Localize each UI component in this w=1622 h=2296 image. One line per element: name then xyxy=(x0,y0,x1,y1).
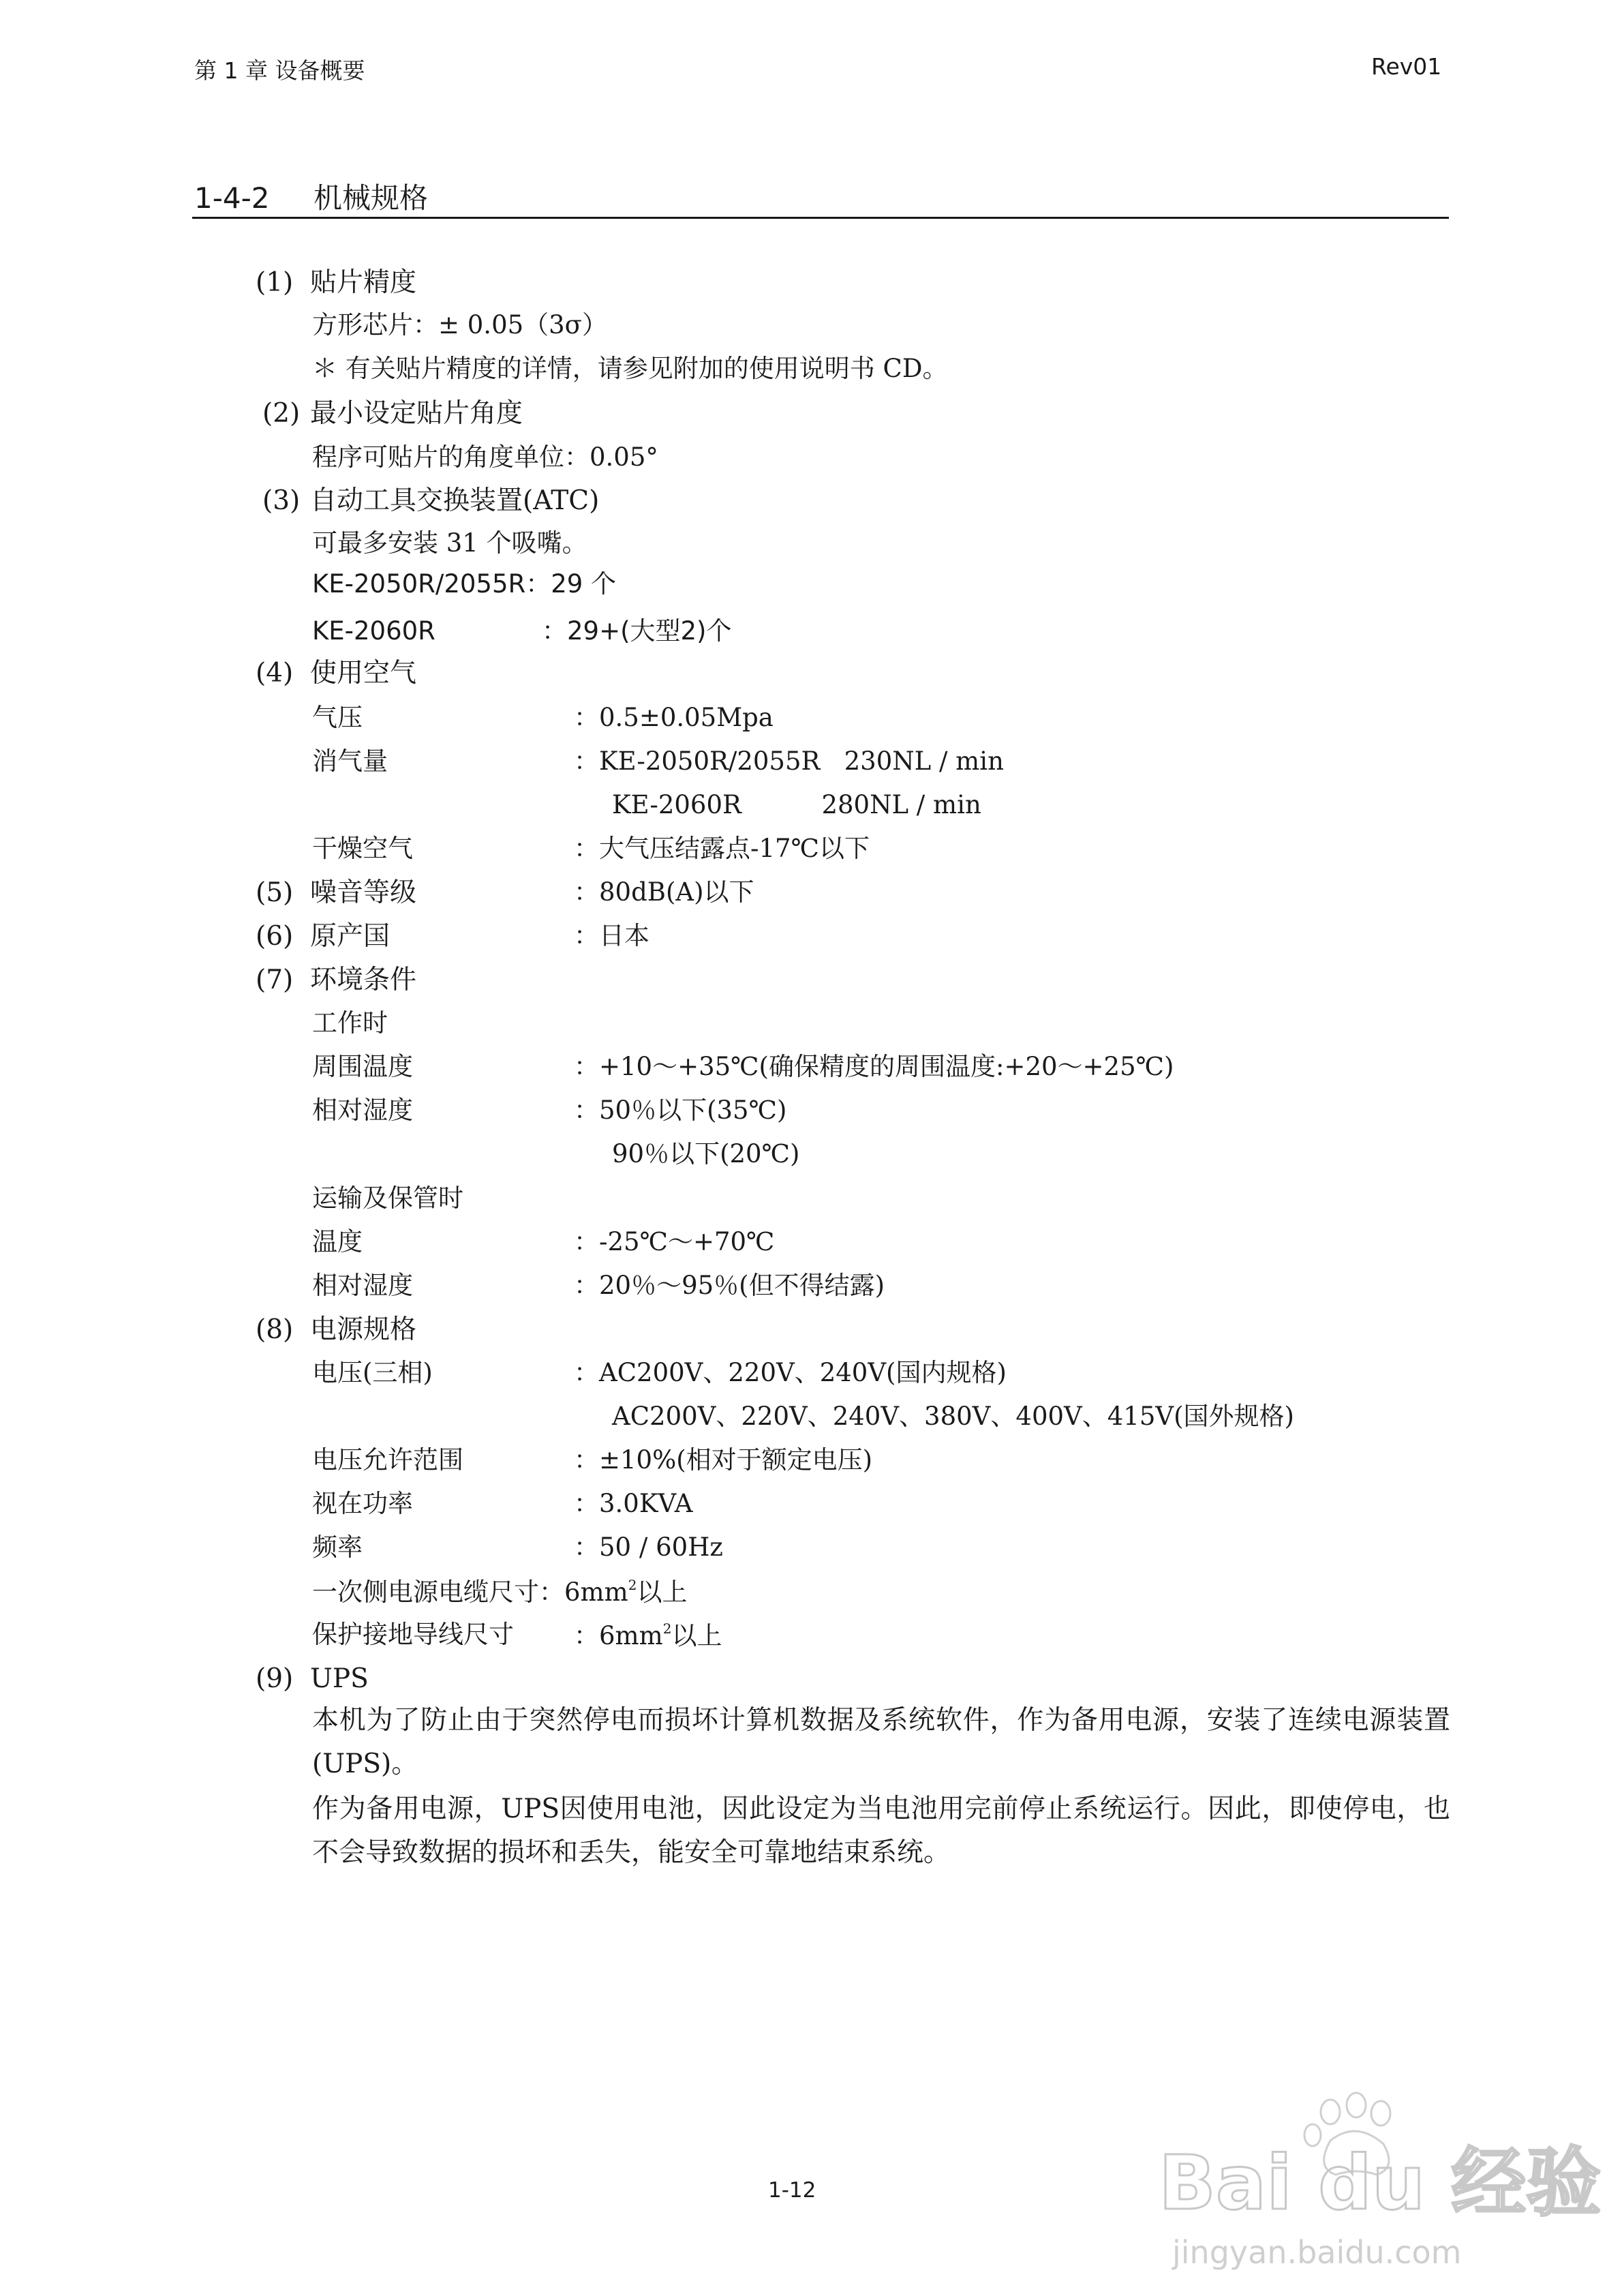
section-6-heading xyxy=(256,923,390,950)
ground-wire-value: ：6mm xyxy=(574,1621,663,1650)
consumption-value-1: ：KE-2050R/2055R 230NL / min xyxy=(574,746,1004,776)
chapter-header: 第 1 章 设备概要 xyxy=(194,57,365,84)
section-5-number: (5) xyxy=(256,877,294,908)
voltage-value-1: ：AC200V、220V、240V(国内规格) xyxy=(574,1358,1007,1387)
humidity-value-2: 90％以下(20℃) xyxy=(612,1139,800,1168)
working-label: 工作时 xyxy=(312,1008,388,1038)
section-5-title: 噪音等级 xyxy=(310,877,417,908)
ups-paragraph-1: 本机为了防止由于突然停电而损坏计算机数据及系统软件，作为备用电源，安装了连续电源装置(UPS)。 xyxy=(312,1705,1450,1779)
storage-humidity-value: ：20％～95％(但不得结露) xyxy=(574,1271,885,1300)
consumption-label: 消气量 xyxy=(312,746,388,776)
voltage-value-2: AC200V、220V、240V、380V、400V、415V(国外规格) xyxy=(612,1402,1294,1431)
section-2-number: (2) xyxy=(262,398,301,429)
section-3-number: (3) xyxy=(262,485,301,516)
atc-line3-value: ：29+(大型2)个 xyxy=(542,616,732,646)
ground-wire-suffix: 以上 xyxy=(671,1621,722,1650)
humidity-value-1: ：50％以下(35℃) xyxy=(574,1096,787,1125)
origin-value: ：日本 xyxy=(574,921,649,950)
storage-humidity-label: 相对湿度 xyxy=(312,1271,413,1300)
dry-air-value: ：大气压结露点-17℃以下 xyxy=(574,834,870,863)
ambient-temp-label: 周围温度 xyxy=(312,1052,413,1081)
pressure-label: 气压 xyxy=(312,703,363,732)
section-1-number: (1) xyxy=(256,267,294,298)
atc-line3-label: KE-2060R xyxy=(312,616,435,646)
baidu-watermark-logo xyxy=(1152,2072,1602,2277)
section-9-heading xyxy=(256,1665,369,1692)
cable-size-label: 一次侧电源电缆尺寸： xyxy=(312,1577,564,1607)
section-1-title: 贴片精度 xyxy=(310,267,417,298)
voltage-label: 电压(三相) xyxy=(312,1358,433,1387)
page-number: 1-12 xyxy=(768,2178,816,2203)
section-name: 机械规格 xyxy=(313,181,429,215)
section-8-number: (8) xyxy=(256,1314,294,1345)
section-1-heading xyxy=(256,269,416,296)
storage-temp-value: ：-25℃～+70℃ xyxy=(574,1227,775,1256)
cable-size-suffix: 以上 xyxy=(637,1577,688,1607)
apparent-power-value: ：3.0KVA xyxy=(574,1489,693,1518)
section-number: 1-4-2 xyxy=(194,181,270,215)
section-6-number: (6) xyxy=(256,921,294,952)
watermark-brand: Bai du 经验 xyxy=(1159,2139,1602,2226)
section-8-title: 电源规格 xyxy=(310,1314,417,1345)
section-title xyxy=(194,176,428,217)
section-4-number: (4) xyxy=(256,658,294,689)
section-2-title: 最小设定贴片角度 xyxy=(310,398,523,429)
section-5-heading xyxy=(256,879,416,906)
transport-label: 运输及保管时 xyxy=(312,1183,463,1213)
section-6-title: 原产国 xyxy=(310,921,391,952)
frequency-value: ：50 / 60Hz xyxy=(574,1532,723,1562)
pressure-value: ：0.5±0.05Mpa xyxy=(574,703,774,732)
section-8-heading xyxy=(256,1316,416,1343)
section-9-number: (9) xyxy=(256,1663,294,1694)
section-4-title: 使用空气 xyxy=(310,658,417,689)
noise-value: ：80dB(A)以下 xyxy=(574,877,754,907)
section-3-heading xyxy=(262,487,599,514)
section-4-heading xyxy=(256,658,417,689)
voltage-range-label: 电压允许范围 xyxy=(312,1445,463,1475)
ups-paragraph-2: 作为备用电源，UPS因使用电池，因此设定为当电池用完前停止系统运行。因此，即使停电，也不会导致数据的损坏和丢失，能安全可靠地结束系统。 xyxy=(312,1794,1450,1868)
accuracy-line: 方形芯片：± 0.05（3σ） xyxy=(312,310,607,339)
section-7-title: 环境条件 xyxy=(310,965,417,995)
dry-air-label: 干燥空气 xyxy=(312,834,413,863)
voltage-range-value: ：±10%(相对于额定电压) xyxy=(574,1445,873,1475)
accuracy-note: ＊ 有关贴片精度的详情，请参见附加的使用说明书 CD。 xyxy=(312,354,948,383)
apparent-power-label: 视在功率 xyxy=(312,1489,413,1518)
watermark-url: jingyan.baidu.com xyxy=(1172,2234,1462,2271)
atc-line2: KE-2050R/2055R：29 个 xyxy=(312,569,617,599)
ground-wire-line xyxy=(574,1622,722,1648)
cable-size-value: 6mm xyxy=(564,1577,628,1607)
consumption-value-2: KE-2060R 280NL / min xyxy=(612,790,981,819)
storage-temp-label: 温度 xyxy=(312,1227,363,1256)
frequency-label: 频率 xyxy=(312,1532,363,1562)
humidity-label: 相对湿度 xyxy=(312,1096,413,1125)
section-7-number: (7) xyxy=(256,965,294,995)
cable-size-superscript: 2 xyxy=(628,1577,637,1593)
section-9-title: UPS xyxy=(310,1663,369,1694)
angle-line: 程序可贴片的角度单位：0.05° xyxy=(312,442,658,472)
atc-line1: 可最多安装 31 个吸嘴。 xyxy=(312,528,587,558)
section-2-heading xyxy=(262,400,523,427)
section-7-heading xyxy=(256,967,416,993)
section-3-title: 自动工具交换装置(ATC) xyxy=(310,485,600,516)
ground-wire-label: 保护接地导线尺寸 xyxy=(312,1620,514,1649)
title-rule xyxy=(192,217,1449,219)
ambient-temp-value: ：+10～+35℃(确保精度的周围温度:+20～+25℃) xyxy=(574,1052,1174,1081)
revision-label: Rev01 xyxy=(1371,53,1442,80)
ground-wire-superscript: 2 xyxy=(662,1620,672,1637)
cable-size-line xyxy=(312,1578,687,1605)
